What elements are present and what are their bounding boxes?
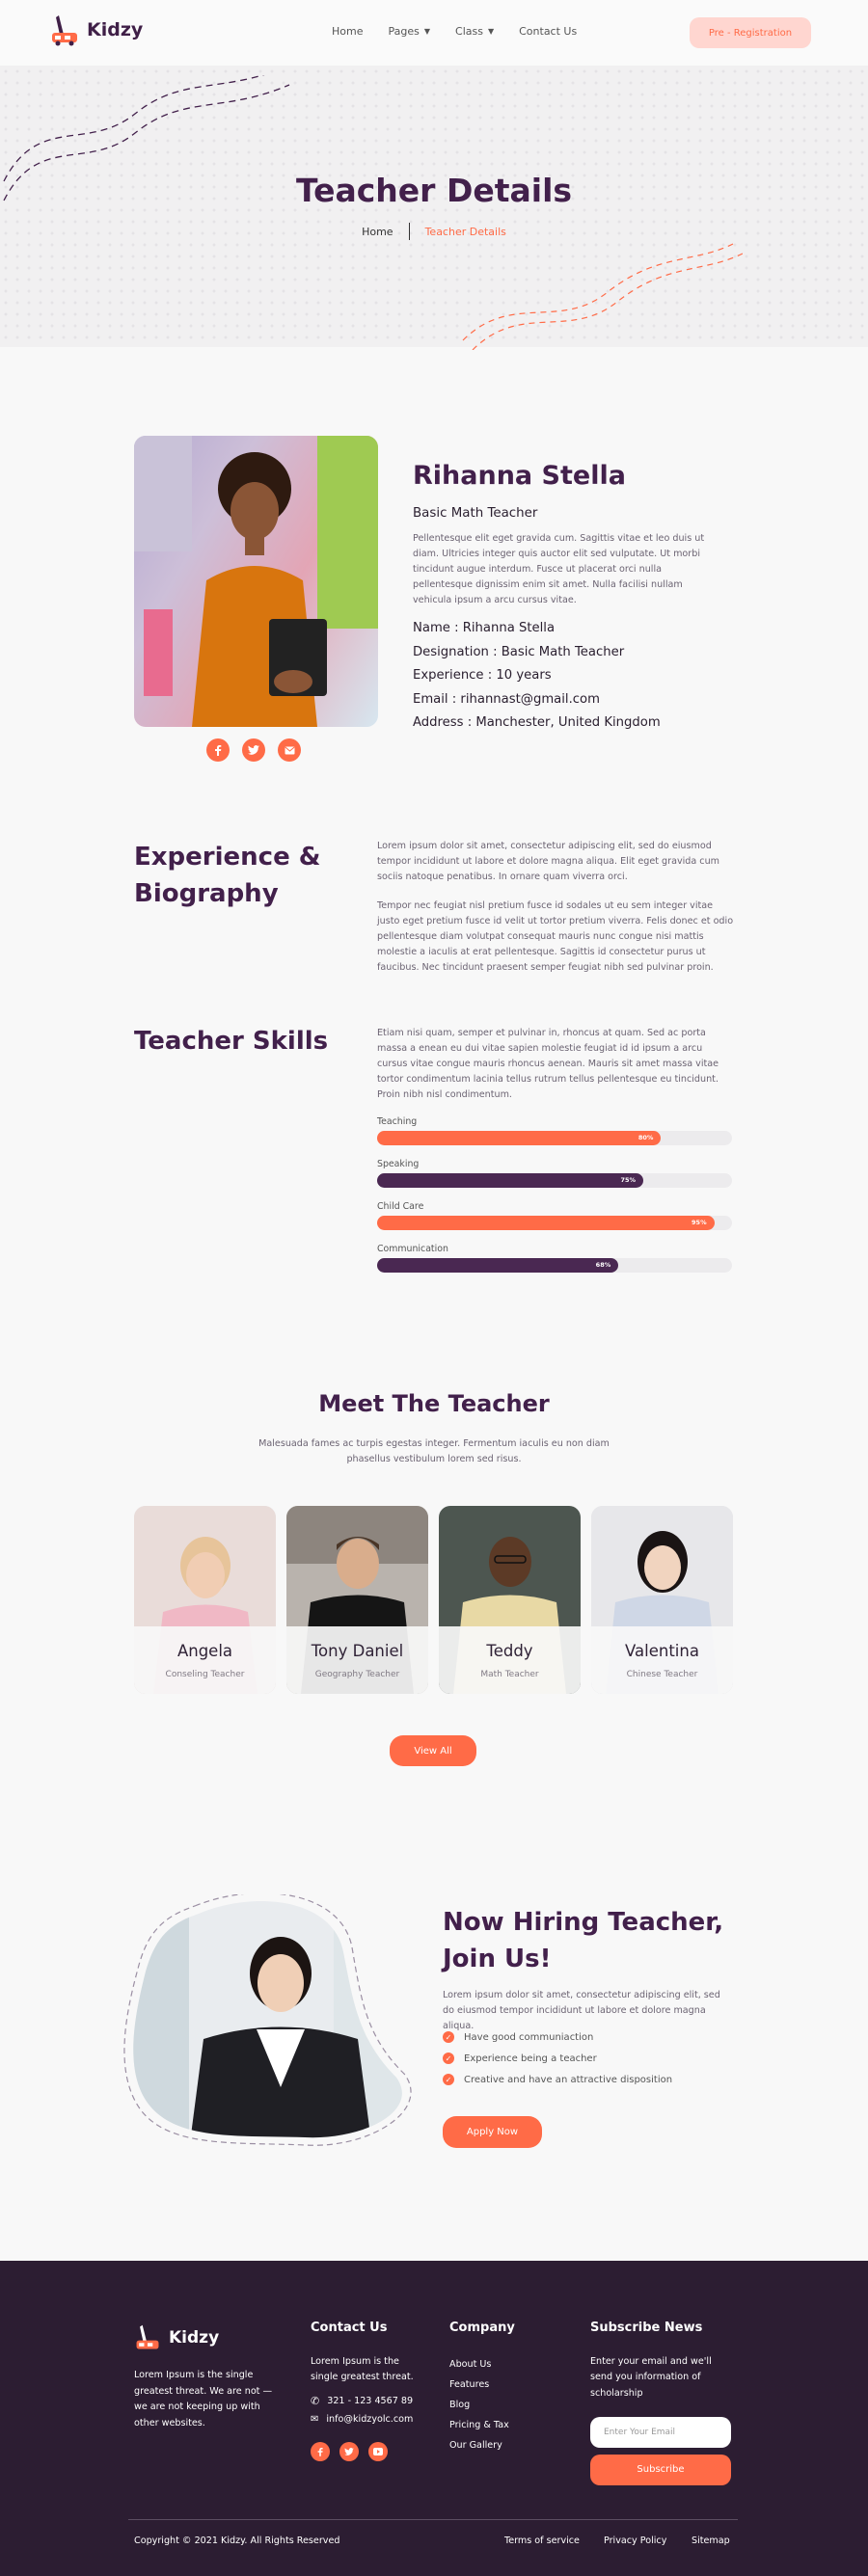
skill-row <box>377 1114 732 1157</box>
pre-registration-button[interactable]: Pre - Registration <box>690 17 811 48</box>
hiring-title-line: Now Hiring Teacher, <box>443 1908 724 1937</box>
nav-label: Home <box>332 25 364 38</box>
teacher-cards <box>134 1506 733 1694</box>
facebook-icon[interactable] <box>311 2442 330 2461</box>
check-icon: ✓ <box>443 2031 454 2043</box>
page-title: Teacher Details <box>295 172 573 209</box>
logo[interactable] <box>50 13 143 46</box>
skill-label: Child Care <box>377 1201 424 1212</box>
nav-label: Class <box>455 25 483 38</box>
footer-link[interactable]: Pricing & Tax <box>449 2419 509 2430</box>
teacher-card-name: Tony Daniel <box>311 1642 404 1660</box>
skill-row <box>377 1157 732 1199</box>
footer-subscribe <box>590 2321 735 2485</box>
info-name: Name : Rihanna Stella <box>413 621 556 635</box>
view-all-button[interactable]: View All <box>390 1735 476 1766</box>
nav-item-pages[interactable] <box>388 25 430 38</box>
youtube-icon[interactable] <box>368 2442 388 2461</box>
teacher-card-name: Teddy <box>486 1642 533 1660</box>
footer-company <box>449 2321 556 2455</box>
teacher-card[interactable] <box>591 1506 733 1694</box>
nav-item-home[interactable] <box>332 25 363 38</box>
skill-percent: 95% <box>692 1219 707 1226</box>
skills-text: Etiam nisi quam, semper et pulvinar in, rhoncus at quam. Sed ac porta massa a enean eu dui vitae sapien molestie feugiat id id ipsum a arcu cursus vitae congue mauris rhoncus aenean. Mauris sit amet massa vitae tortor condimentum lacinia tellus rutrum tellus pellentesque eu tincidunt. Proin nibh nisl condimentum. <box>377 1028 719 1100</box>
experience-title-line: Experience & <box>134 843 321 872</box>
teacher-card-role: Chinese Teacher <box>626 1670 698 1679</box>
hiring-point-text: Have good communiaction <box>464 2031 594 2043</box>
teacher-card-panel <box>439 1626 581 1694</box>
skill-label: Communication <box>377 1244 448 1254</box>
mail-icon: ✉ <box>311 2414 319 2425</box>
teacher-subtitle: Basic Math Teacher <box>413 506 538 521</box>
skill-label: Teaching <box>377 1116 418 1127</box>
hiring-point <box>443 2048 672 2069</box>
nav-label: Pages <box>388 25 420 38</box>
hiring-text: Lorem ipsum dolor sit amet, consectetur adipiscing elit, sed do eiusmod tempor incididunt ut labore et dolore magna aliqua. <box>443 1990 720 2031</box>
terms-link[interactable]: Terms of service <box>504 2536 580 2546</box>
apply-now-button[interactable]: Apply Now <box>443 2116 542 2148</box>
nav-item-contact[interactable] <box>519 25 577 38</box>
meet-title: Meet The Teacher <box>318 1390 550 1417</box>
teacher-card-role: Conseling Teacher <box>165 1670 245 1679</box>
skill-percent: 80% <box>637 1134 654 1141</box>
footer-contact <box>311 2321 426 2461</box>
experience-paragraph-2: Tempor nec feugiat nisl pretium fusce id sodales ut eu sem integer vitae justo eget pretium fusce id velit ut tortor pretium viverra. Felis donec et odio pellentesque diam volutpat consequat mauris nunc congue nisi mattis molestie a iaculis at erat pellentesque. Sagittis id consectetur purus ut faucibus. Nec tincidunt praesent semper feugiat nibh sed pulvinar proin. <box>377 900 734 973</box>
meet-subtitle-line: Malesuada fames ac turpis egestas integer. Fermentum iaculis eu non diam <box>258 1438 610 1449</box>
meet-subtitle-line: phasellus vestibulum lorem sed risus. <box>346 1454 522 1464</box>
experience-title-line: Biography <box>134 879 279 908</box>
skill-percent: 75% <box>620 1176 636 1184</box>
teacher-card-name: Angela <box>176 1642 233 1660</box>
logo-icon <box>134 2323 161 2352</box>
footer-email-text: info@kidzyolc.com <box>326 2414 414 2425</box>
skill-row <box>377 1242 732 1284</box>
nav-item-class[interactable] <box>455 25 494 38</box>
subscribe-email-input[interactable]: Enter Your Email <box>590 2417 731 2448</box>
breadcrumb-home[interactable]: Home <box>362 225 393 238</box>
footer-link[interactable]: Our Gallery <box>449 2439 502 2451</box>
skills-title: Teacher Skills <box>134 1027 329 1056</box>
hiring-points <box>443 2026 672 2090</box>
footer-phone-text: 321 - 123 4567 89 <box>327 2395 414 2406</box>
footer-company-title: Company <box>449 2321 515 2335</box>
footer-phone[interactable] <box>311 2394 426 2410</box>
breadcrumb-separator <box>409 223 410 240</box>
teacher-card-role: Math Teacher <box>480 1670 539 1679</box>
footer-link[interactable]: Blog <box>449 2399 471 2410</box>
teacher-card-name: Valentina <box>625 1642 699 1660</box>
sitemap-link[interactable]: Sitemap <box>692 2536 730 2546</box>
teacher-card-panel <box>286 1626 428 1694</box>
site-header <box>0 0 868 66</box>
hiring-title-line: Join Us! <box>443 1945 552 1973</box>
hiring-point <box>443 2069 672 2090</box>
hiring-point-text: Experience being a teacher <box>464 2053 597 2064</box>
hiring-photo <box>122 1894 416 2150</box>
breadcrumb <box>0 223 868 240</box>
teacher-card-panel <box>591 1626 733 1694</box>
footer-about-text: Lorem Ipsum is the single greatest threat. We are not — we are not keeping up with other websites. <box>134 2370 273 2428</box>
phone-icon: ✆ <box>311 2394 320 2407</box>
chevron-down-icon: ▼ <box>487 27 495 36</box>
email-icon[interactable] <box>278 738 301 762</box>
teacher-name: Rihanna Stella <box>413 461 626 491</box>
skill-row <box>377 1199 732 1242</box>
teacher-card-role: Geography Teacher <box>314 1670 400 1679</box>
footer-logo-text: Kidzy <box>169 2327 220 2348</box>
info-address: Address : Manchester, United Kingdom <box>413 715 661 731</box>
footer-link[interactable]: Features <box>449 2378 490 2390</box>
footer-link[interactable]: About Us <box>449 2358 492 2370</box>
info-experience: Experience : 10 years <box>413 668 552 684</box>
skill-track <box>377 1216 732 1230</box>
skill-track <box>377 1173 732 1188</box>
breadcrumb-current: Teacher Details <box>424 225 506 238</box>
teacher-info-list <box>413 617 661 736</box>
privacy-link[interactable]: Privacy Policy <box>604 2536 667 2546</box>
skill-progress-bar <box>377 1216 715 1230</box>
hiring-title <box>443 1904 723 1977</box>
skill-progress-bar <box>377 1173 643 1188</box>
decorative-wave-icon <box>453 234 743 350</box>
experience-title <box>134 839 320 912</box>
copyright: Copyright © 2021 Kidzy. All Rights Reserved <box>134 2536 340 2546</box>
logo-icon <box>50 13 79 46</box>
footer-divider <box>128 2519 738 2520</box>
teacher-card[interactable] <box>439 1506 581 1694</box>
facebook-icon[interactable] <box>206 738 230 762</box>
skill-percent: 68% <box>595 1261 611 1269</box>
teacher-social-links <box>206 738 301 762</box>
twitter-icon[interactable] <box>242 738 265 762</box>
footer-logo[interactable] <box>134 2323 279 2352</box>
skill-progress-bar <box>377 1131 661 1145</box>
check-icon: ✓ <box>443 2053 454 2064</box>
teacher-card[interactable] <box>286 1506 428 1694</box>
info-email: Email : rihannast@gmail.com <box>413 691 600 707</box>
skill-label: Speaking <box>377 1159 420 1169</box>
teacher-intro: Pellentesque elit eget gravida cum. Sagittis vitae et leo duis ut diam. Ultricies integer quis auctor elit sed vulputate. Ut morbi tincidunt augue interdum. Fusce ut placerat orci nulla pellentesque dignissim enim sit amet. Nulla facilisi nullam vehicula ipsum a arcu cursus vitae. <box>413 533 705 605</box>
experience-paragraph-1: Lorem ipsum dolor sit amet, consectetur adipiscing elit, sed do eiusmod tempor incididunt ut labore et dolore magna aliqua. Elit eget gravida cum sociis natoque penatibus. In ornare quam viverra orci. <box>377 841 720 882</box>
site-footer <box>0 2261 868 2576</box>
hiring-point <box>443 2026 672 2048</box>
teacher-card[interactable] <box>134 1506 276 1694</box>
page-hero <box>0 66 868 347</box>
skill-track <box>377 1131 732 1145</box>
chevron-down-icon: ▼ <box>423 27 431 36</box>
teacher-photo <box>134 436 378 727</box>
check-icon: ✓ <box>443 2074 454 2085</box>
teacher-card-panel <box>134 1626 276 1694</box>
footer-email[interactable] <box>311 2412 426 2428</box>
footer-subscribe-title: Subscribe News <box>590 2321 703 2335</box>
twitter-icon[interactable] <box>339 2442 359 2461</box>
meet-subtitle <box>0 1436 868 1467</box>
nav-label: Contact Us <box>519 25 578 38</box>
main-nav <box>332 25 577 38</box>
skill-track <box>377 1258 732 1273</box>
subscribe-button[interactable]: Subscribe <box>590 2455 731 2485</box>
skills-list <box>377 1114 732 1284</box>
footer-about <box>134 2323 279 2431</box>
hiring-point-text: Creative and have an attractive disposition <box>464 2074 673 2085</box>
logo-text: Kidzy <box>87 19 144 40</box>
footer-contact-text: Lorem Ipsum is the single greatest threat. <box>311 2355 414 2382</box>
info-designation: Designation : Basic Math Teacher <box>413 644 625 659</box>
footer-contact-title: Contact Us <box>311 2321 388 2335</box>
footer-social-links <box>311 2442 426 2461</box>
skill-progress-bar <box>377 1258 618 1273</box>
footer-subscribe-text: Enter your email and we'll send you information of scholarship <box>590 2355 712 2399</box>
